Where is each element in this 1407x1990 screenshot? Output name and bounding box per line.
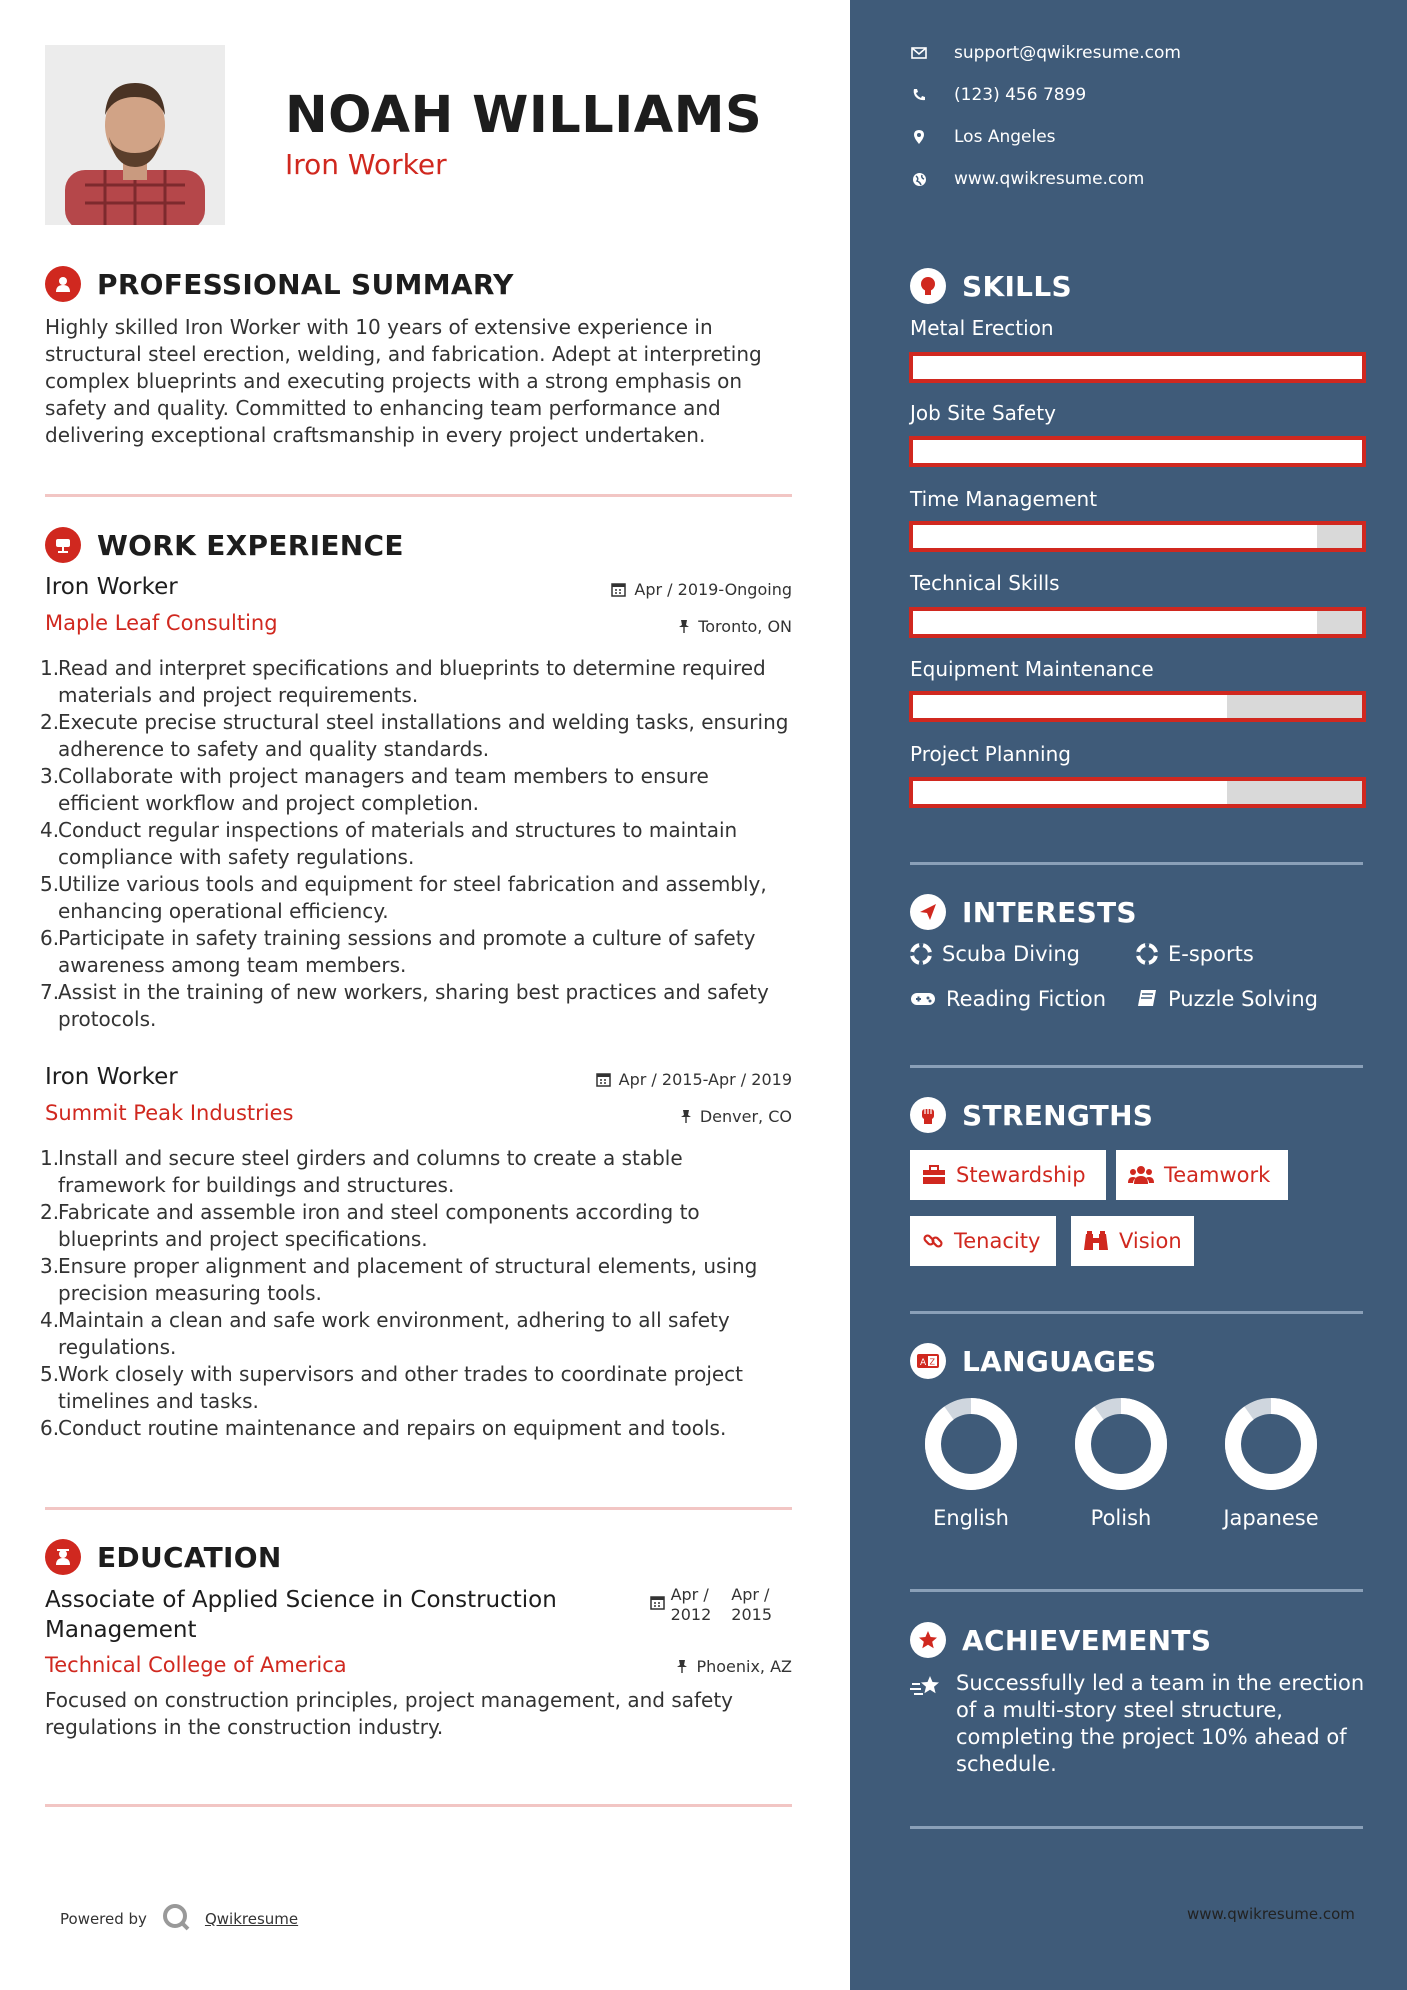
skill-label: Equipment Maintenance <box>910 657 1154 681</box>
summary-text: Highly skilled Iron Worker with 10 years of extensive experience in structural steel erection, welding, and fabrication. Adept at interpreting complex blueprints and executing projects with a strong emphasis on safety and quality. Committed to enhancing team performance and delivering exceptional craftsmanship in every project undertaken. <box>45 315 762 447</box>
lightbulb-icon <box>910 268 946 304</box>
toolbox-icon <box>922 1165 946 1185</box>
users-icon <box>1128 1165 1154 1185</box>
degree: Associate of Applied Science in Construction Management <box>45 1587 557 1643</box>
skill-fill <box>913 781 1227 804</box>
skill-label: Project Planning <box>910 742 1071 766</box>
language-ring <box>1221 1394 1321 1494</box>
interest-item <box>1136 942 1254 966</box>
graduation-icon <box>45 1539 81 1575</box>
interest-label: Puzzle Solving <box>1168 987 1318 1011</box>
list-item: 4. Maintain a clean and safe work environment, adhering to all safety regulations. <box>40 1308 730 1359</box>
skill-bar <box>909 352 1366 383</box>
envelope-icon <box>910 47 928 59</box>
strengths-title: STRENGTHS <box>962 1098 1154 1132</box>
briefcase-icon <box>45 527 81 563</box>
language-name: Japanese <box>1223 1506 1319 1530</box>
pin-icon <box>676 1659 688 1674</box>
job-location <box>678 617 792 636</box>
strength-label: Teamwork <box>1164 1163 1271 1187</box>
skill-label: Technical Skills <box>910 571 1060 595</box>
language-item <box>1201 1394 1341 1530</box>
list-item: 6. Participate in safety training sessions and promote a culture of safety awareness among team members. <box>40 926 756 977</box>
education-title: EDUCATION <box>97 1540 282 1574</box>
list-item: 2. Fabricate and assemble iron and steel components according to blueprints and project specifications. <box>40 1200 700 1251</box>
contact-location <box>910 127 1056 147</box>
pin-icon <box>678 619 690 634</box>
achievement-item <box>910 1670 1370 1778</box>
footer-website[interactable]: www.qwikresume.com <box>1187 1905 1355 1923</box>
interest-label: E-sports <box>1168 942 1254 966</box>
languages-title: LANGUAGES <box>962 1344 1157 1378</box>
skill-bar <box>909 521 1366 552</box>
powered-by-text: Powered by <box>60 1910 147 1928</box>
contact-phone-text: (123) 456 7899 <box>954 85 1087 105</box>
language-ring <box>921 1394 1021 1494</box>
globe-icon <box>910 172 928 187</box>
job-company: Maple Leaf Consulting <box>45 611 278 635</box>
shooting-star-icon <box>910 1674 946 1778</box>
book-icon <box>1136 989 1158 1009</box>
contact-email-text: support@qwikresume.com <box>954 43 1181 63</box>
job-location-text: Denver, CO <box>699 1107 792 1126</box>
contact-website[interactable] <box>910 169 1144 189</box>
phone-icon <box>910 88 928 102</box>
strength-badge <box>1116 1150 1288 1200</box>
list-item: 1. Read and interpret specifications and blueprints to determine required materials and project requirements. <box>40 656 766 707</box>
skill-fill <box>913 440 1362 463</box>
interest-label: Scuba Diving <box>942 942 1080 966</box>
education-dates <box>650 1585 772 1625</box>
interest-item <box>1136 987 1318 1011</box>
list-item: 7. Assist in the training of new workers, sharing best practices and safety protocols. <box>40 980 769 1031</box>
skill-fill <box>913 611 1317 634</box>
sidebar-divider <box>910 862 1363 865</box>
skill-bar <box>909 777 1366 808</box>
language-name: English <box>933 1506 1009 1530</box>
job-date-text: Apr / 2019-Ongoing <box>634 580 792 599</box>
job-date <box>596 1070 792 1089</box>
job-date <box>611 580 792 599</box>
edu-start-line2: 2012 <box>670 1605 712 1624</box>
education-location <box>676 1657 792 1676</box>
qwikresume-link[interactable]: Qwikresume <box>204 1910 299 1928</box>
edu-start-line1: Apr / <box>670 1585 709 1604</box>
list-item: 5. Work closely with supervisors and other trades to coordinate project timelines and tasks. <box>40 1362 744 1413</box>
job-company: Summit Peak Industries <box>45 1101 294 1125</box>
contact-location-text: Los Angeles <box>954 127 1056 147</box>
sidebar-divider <box>910 1065 1363 1068</box>
binoculars-icon <box>1083 1230 1109 1252</box>
map-marker-icon <box>910 129 928 145</box>
edu-end-line1: Apr / <box>731 1585 770 1604</box>
svg-text:A: A <box>920 1358 927 1368</box>
interests-title: INTERESTS <box>962 895 1137 929</box>
job-role: Iron Worker <box>45 1064 178 1090</box>
list-item: 3. Ensure proper alignment and placement of structural elements, using precision measuring tools. <box>40 1254 758 1305</box>
profile-photo <box>45 45 225 225</box>
edu-end-line2: 2015 <box>731 1605 772 1624</box>
translate-icon <box>910 1343 946 1379</box>
calendar-icon <box>611 582 626 597</box>
star-icon <box>910 1622 946 1658</box>
language-item <box>1051 1394 1191 1530</box>
strength-badge <box>910 1150 1106 1200</box>
interests-heading <box>910 894 1137 930</box>
lifebuoy-icon <box>1136 943 1158 965</box>
lifebuoy-icon <box>910 943 932 965</box>
svg-text:Z: Z <box>929 1357 935 1367</box>
achievement-text: Successfully led a team in the erection of a multi-story steel structure, completing the project 10% ahead of schedule. <box>956 1671 1365 1776</box>
strength-label: Tenacity <box>954 1229 1041 1253</box>
job-location <box>680 1107 792 1126</box>
experience-title: WORK EXPERIENCE <box>97 528 404 562</box>
contact-email[interactable] <box>910 43 1181 63</box>
list-item: 5. Utilize various tools and equipment for steel fabrication and assembly, enhancing operational efficiency. <box>40 872 767 923</box>
divider <box>45 1507 792 1510</box>
gamepad-icon <box>910 991 936 1007</box>
qwikresume-logo-icon <box>161 1902 191 1936</box>
skill-bar <box>909 691 1366 722</box>
job-responsibilities <box>40 1145 792 1442</box>
language-ring <box>1071 1394 1171 1494</box>
experience-heading <box>45 527 404 563</box>
calendar-icon <box>596 1072 611 1087</box>
strength-label: Stewardship <box>956 1163 1086 1187</box>
divider <box>45 494 792 497</box>
skill-fill <box>913 356 1362 379</box>
job-responsibilities <box>40 655 792 1033</box>
divider <box>45 1804 792 1807</box>
sidebar-divider <box>910 1826 1363 1829</box>
skills-title: SKILLS <box>962 269 1072 303</box>
education-heading <box>45 1539 282 1575</box>
footer-powered <box>60 1902 298 1936</box>
link-icon <box>922 1230 944 1252</box>
list-item: 4. Conduct regular inspections of materials and structures to maintain compliance with safety regulations. <box>40 818 738 869</box>
education-location-text: Phoenix, AZ <box>696 1657 792 1676</box>
achievements-heading <box>910 1622 1211 1658</box>
strength-badge <box>910 1216 1056 1266</box>
paper-plane-icon <box>910 894 946 930</box>
job-entry <box>40 1064 792 1442</box>
job-role: Iron Worker <box>45 574 178 600</box>
job-entry <box>40 574 792 1033</box>
interest-item <box>910 942 1080 966</box>
education-description: Focused on construction principles, project management, and safety regulations in the construction industry. <box>45 1688 734 1739</box>
strength-label: Vision <box>1119 1229 1182 1253</box>
interest-item <box>910 987 1106 1011</box>
job-location-text: Toronto, ON <box>698 617 792 636</box>
sidebar-divider <box>910 1589 1363 1592</box>
summary-title: PROFESSIONAL SUMMARY <box>97 267 514 301</box>
job-date-text: Apr / 2015-Apr / 2019 <box>618 1070 792 1089</box>
skill-bar <box>909 436 1366 467</box>
skill-fill <box>913 695 1227 718</box>
school: Technical College of America <box>45 1653 347 1677</box>
education-entry <box>45 1585 792 1741</box>
contact-phone[interactable] <box>910 85 1086 105</box>
summary-heading <box>45 266 514 302</box>
candidate-name: NOAH WILLIAMS <box>285 86 763 145</box>
sidebar-divider <box>910 1311 1363 1314</box>
strength-badge <box>1071 1216 1194 1266</box>
user-icon <box>45 266 81 302</box>
skill-label: Metal Erection <box>910 316 1054 340</box>
pin-icon <box>680 1109 692 1124</box>
language-name: Polish <box>1090 1506 1152 1530</box>
skill-label: Time Management <box>910 487 1098 511</box>
achievements-title: ACHIEVEMENTS <box>962 1623 1212 1657</box>
skill-fill <box>913 525 1317 548</box>
fist-icon <box>910 1097 946 1133</box>
contact-website-text: www.qwikresume.com <box>954 169 1145 189</box>
skills-heading <box>910 268 1072 304</box>
language-item <box>901 1394 1041 1530</box>
languages-heading <box>910 1343 1156 1379</box>
skill-label: Job Site Safety <box>910 401 1056 425</box>
calendar-icon <box>650 1595 665 1610</box>
list-item: 2. Execute precise structural steel installations and welding tasks, ensuring adherence to safety and quality standards. <box>40 710 789 761</box>
interest-label: Reading Fiction <box>946 987 1107 1011</box>
candidate-title: Iron Worker <box>285 148 447 181</box>
list-item: 6. Conduct routine maintenance and repairs on equipment and tools. <box>40 1416 727 1440</box>
list-item: 3. Collaborate with project managers and team members to ensure efficient workflow and project completion. <box>40 764 709 815</box>
skill-bar <box>909 607 1366 638</box>
list-item: 1. Install and secure steel girders and columns to create a stable framework for buildings and structures. <box>40 1146 683 1197</box>
strengths-heading <box>910 1097 1153 1133</box>
